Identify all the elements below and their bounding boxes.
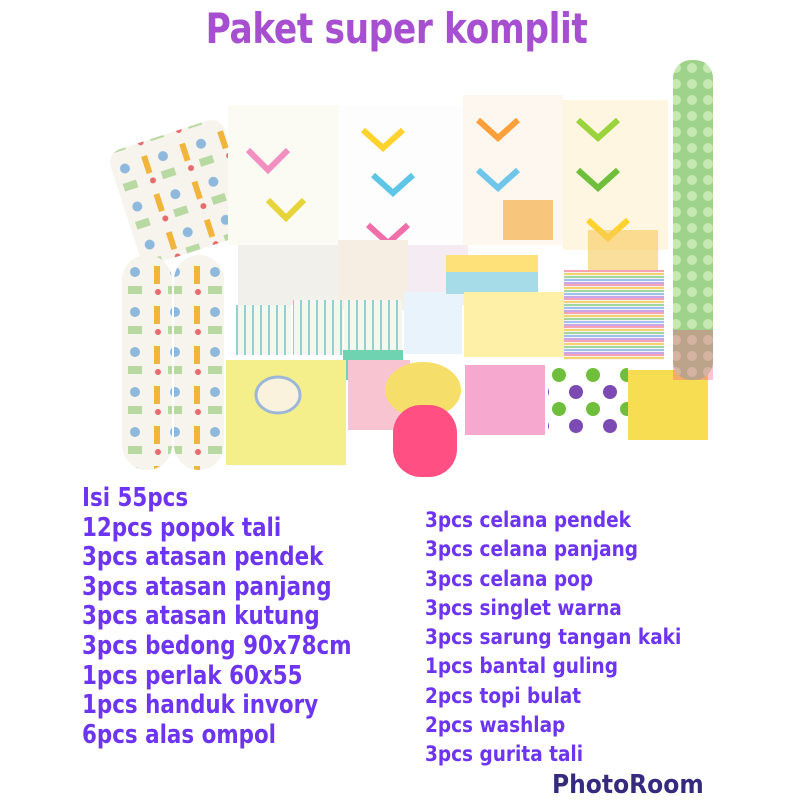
list-item: 2pcs topi bulat bbox=[425, 683, 582, 709]
list-item: 3pcs celana panjang bbox=[425, 537, 638, 563]
list-item: 6pcs alas ompol bbox=[82, 719, 277, 750]
list-item: 3pcs atasan kutung bbox=[82, 601, 320, 632]
list-item: 1pcs bantal guling bbox=[425, 654, 618, 680]
list-item: 3pcs atasan panjang bbox=[82, 571, 332, 602]
list-item: 3pcs gurita tali bbox=[425, 742, 584, 768]
product-photo bbox=[108, 60, 722, 490]
list-item: 12pcs popok tali bbox=[82, 512, 282, 543]
package-contents-right bbox=[425, 506, 723, 770]
list-item: 3pcs celana pendek bbox=[425, 508, 631, 533]
list-item: 1pcs handuk invory bbox=[82, 690, 319, 721]
page-title: Paket super komplit bbox=[205, 4, 588, 53]
list-item: 3pcs celana pop bbox=[425, 566, 594, 592]
list-item: 3pcs sarung tangan kaki bbox=[425, 625, 682, 651]
list-item: 3pcs bedong 90x78cm bbox=[82, 630, 352, 661]
list-item: 1pcs perlak 60x55 bbox=[82, 660, 303, 691]
list-item: Isi 55pcs bbox=[82, 483, 189, 513]
list-item: 3pcs singlet warna bbox=[425, 595, 622, 621]
photoroom-watermark: PhotoRoom bbox=[552, 770, 704, 800]
list-item: 3pcs atasan pendek bbox=[82, 542, 324, 573]
list-item: 2pcs washlap bbox=[425, 713, 566, 739]
package-contents-left bbox=[82, 484, 403, 750]
